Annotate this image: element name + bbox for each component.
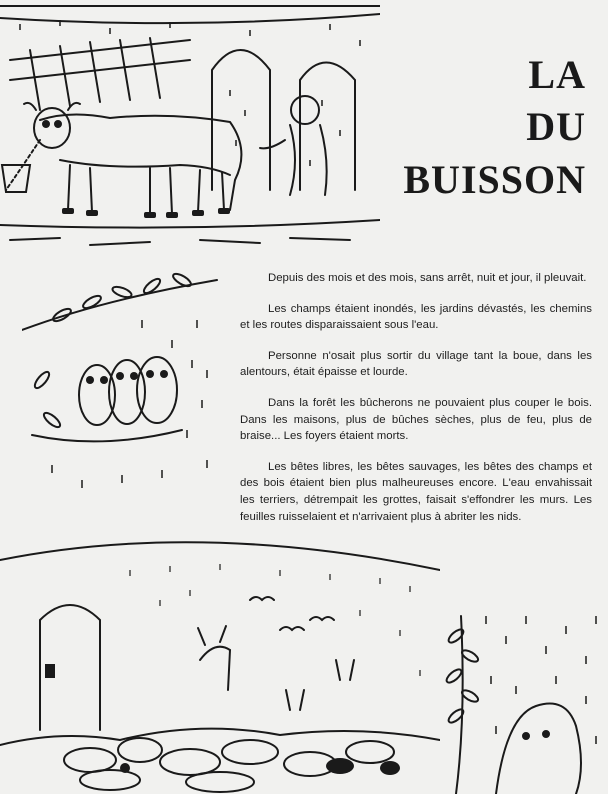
title-line-1: LA [528,52,586,97]
shelter-illustration [0,530,440,794]
paragraph-4: Dans la forêt les bûcherons ne pouvaient plus couper le bois. Dans les maisons, plus de bûches sèches, plus de feu, plus de braise... Les foyers étaient morts. [240,396,592,443]
title-line-3: BUISSON [403,157,586,202]
bush-illustration [436,596,608,794]
paragraph-5: Les bêtes libres, les bêtes sauvages, les bêtes des champs et des bois étaient bien plus malheureuses encore. L'eau envahissait les terriers, détrempait les grottes, faisait s'effondrer les murs. Les feuilles ruisselaient et n'arrivaient plus à abriter les nids. [240,460,592,523]
story-text [240,270,592,539]
paragraph-3: Personne n'osait plus sortir du village tant la boue, dans les alentours, était épaisse et lourde. [240,349,592,379]
paragraph-2: Les champs étaient inondés, les jardins dévastés, les chemins et les routes disparaissaient sous l'eau. [240,302,592,332]
owlets-illustration [22,260,222,495]
title-line-2: DU [526,104,586,149]
paragraph-1: Depuis des mois et des mois, sans arrêt, nuit et jour, il pleuvait. [268,272,587,284]
barn-illustration [0,0,380,258]
